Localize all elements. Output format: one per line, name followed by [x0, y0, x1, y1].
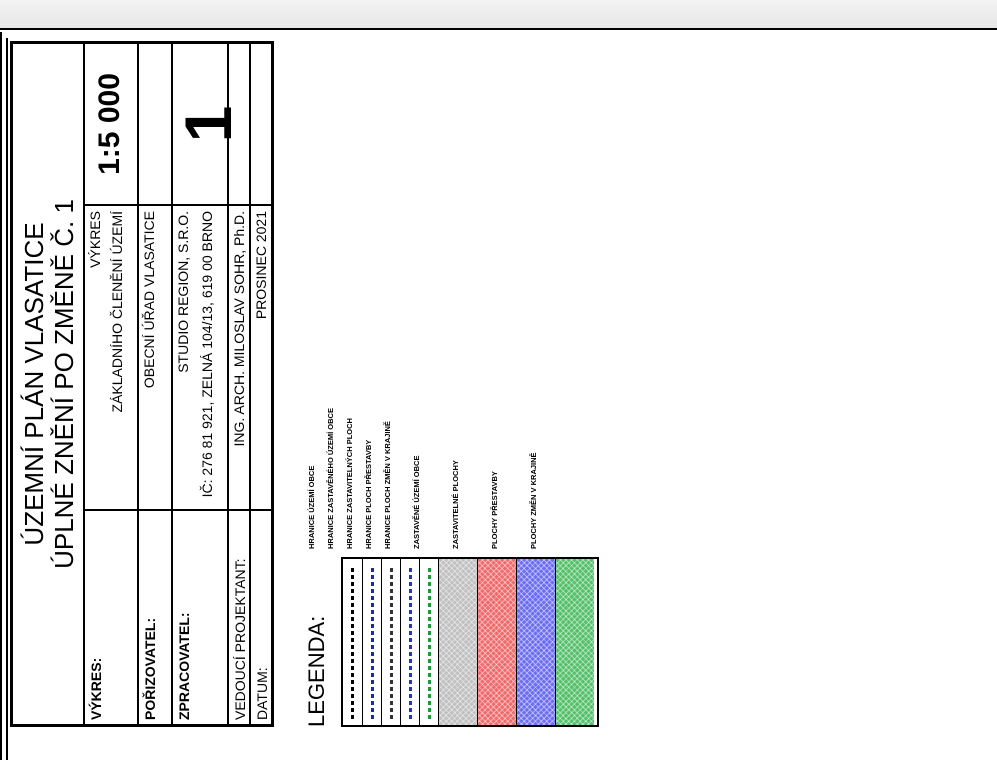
legend-box	[341, 557, 599, 727]
drawing-value	[85, 204, 137, 509]
legend-label: ZASTAVĚNÉ ÚZEMÍ OBCE	[412, 455, 421, 549]
title-block	[10, 41, 274, 727]
legend-label: HRANICE ZASTAVITELNÝCH PLOCH	[345, 418, 354, 549]
legend-swatch	[400, 559, 419, 725]
legend-swatch	[516, 559, 555, 725]
legend-line-mark	[428, 565, 431, 719]
legend-label: PLOCHY ZMĚN V KRAJINĚ	[529, 452, 538, 549]
legend-swatch	[438, 559, 477, 725]
legend-swatch	[381, 559, 400, 725]
orderer-value: OBECNÍ ÚŘAD VLASATICE	[139, 204, 171, 509]
legend-line-mark	[390, 565, 393, 719]
drawing-label: VÝKRES:	[85, 509, 137, 724]
legend-label: HRANICE PLOCH PŘESTAVBY	[364, 439, 373, 549]
drawing-value-2: ZÁKLADNÍHO ČLENĚNÍ ÚZEMÍ	[109, 211, 125, 413]
page-left-edge	[0, 32, 2, 760]
legend-swatch	[477, 559, 516, 725]
legend-swatch	[419, 559, 438, 725]
orderer-label: POŘIZOVATEL:	[139, 509, 171, 724]
legend-line-mark	[409, 565, 412, 719]
legend-label: PLOCHY PŘESTAVBY	[490, 471, 499, 549]
legend-swatch	[343, 559, 362, 725]
legend-label: ZASTAVITELNÉ PLOCHY	[451, 460, 460, 549]
title-line-1: ÚZEMNÍ PLÁN VLASATICE	[19, 222, 49, 546]
date-value: PROSINEC 2021	[251, 204, 271, 509]
processor-value-1: STUDIO REGION, S.R.O.	[175, 211, 191, 373]
processor-value	[173, 204, 227, 509]
scale-column	[85, 44, 137, 204]
scale-text: 1:5 000	[93, 73, 126, 175]
toolbar-strip	[0, 0, 997, 30]
right-column-divider	[83, 204, 271, 206]
processor-value-2: IČ: 276 81 921, ZELNÁ 104/13, 619 00 BRNO	[199, 211, 215, 498]
legend-label: HRANICE PLOCH ZMĚN V KRAJINĚ	[383, 421, 392, 549]
rotated-sheet	[10, 41, 604, 727]
date-label: DATUM:	[251, 509, 271, 724]
legend-swatch	[362, 559, 381, 725]
row-drawing	[83, 44, 137, 724]
scale-cell	[85, 44, 139, 204]
legend-line-mark	[351, 565, 354, 719]
designer-label: VEDOUCÍ PROJEKTANT:	[229, 509, 249, 724]
sheet-frame-line	[6, 38, 8, 760]
processor-label: ZPRACOVATEL:	[173, 509, 227, 724]
legend-line-mark	[371, 565, 374, 719]
drawing-value-1: VÝKRES	[87, 211, 103, 268]
legend-title: LEGENDA:	[304, 615, 329, 727]
drawing-number: 1	[171, 105, 245, 143]
legend-label: HRANICE ZASTAVĚNÉHO ÚZEMÍ OBCE	[326, 408, 335, 549]
legend-swatch	[555, 559, 594, 725]
legend-label: HRANICE ÚZEMÍ OBCE	[307, 465, 316, 549]
title-area	[13, 44, 83, 724]
drawing-number-cell	[137, 44, 271, 204]
title-line-2: ÚPLNÉ ZNĚNÍ PO ZMĚNĚ Č. 1	[49, 199, 79, 569]
designer-value: ING. ARCH. MILOSLAV SOHR, Ph.D.	[229, 204, 249, 509]
